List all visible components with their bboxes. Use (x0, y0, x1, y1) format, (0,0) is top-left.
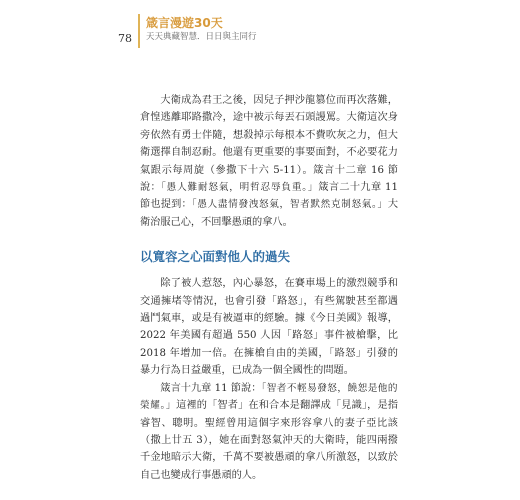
paragraph-3-text-a: 箴言十九章 11 節說： (160, 382, 262, 394)
header-subtitle: 天天典藏智慧．日日與主同行 (146, 32, 257, 42)
page-number: 78 (118, 32, 132, 45)
paragraph-3-text-b: 這裡的「智者」在和合本是翻譯成「見識」，是指睿智、聰明。聖經曾用這個字來形容拿八的妻子亞比該（撒上廿五 3），她在面對怒氣沖天的大衛時，能四兩撥千金地暗示大衛，千萬不要被愚頑的拿八所激怒，以致於自己也變成行事愚頑的人。 (140, 400, 398, 481)
series-title: 箴言漫遊30天 (146, 16, 223, 30)
proverb-quote-3: 「智者不輕易發怒，饒恕是他的榮耀。」 (140, 382, 398, 412)
header-divider (138, 14, 140, 48)
paragraph-2: 除了被人惹怒，內心暴怒，在賽車場上的激烈競爭和交通擁堵等情況，也會引發「路怒」，有些駕駛甚至都遇過鬥氣車，或是有被逼車的經驗。據《今日美國》報導，2022 年美國有超過 550 人因「路怒」事件被槍擊，比 2018 年增加一倍。在擁槍自由的美國，「路怒」引發的暴力行為日益嚴重，已成為一個全國性的問題。 (140, 278, 398, 377)
paragraph-1-text-c: 大衛治服己心，不回擊愚頑的拿八。 (140, 199, 398, 228)
section-heading: 以寬容之心面對他人的過失 (140, 249, 291, 265)
paragraph-3 (140, 380, 398, 484)
paragraph-1-text-a: 大衛成為君王之後，因兒子押沙龍篡位而再次落難，倉惶逃離耶路撒冷，途中被示每丟石頭謾罵。大衛這次身旁依然有勇士伴隨，想殺掉示每根本不費吹灰之力，但大衛選擇自制忍耐。他還有更重要的事要面對，不必要花力氣跟示每周旋（參撒下十六 5-11）。箴言十二章 16 節說： (140, 95, 398, 194)
paragraph-1 (140, 92, 398, 231)
paragraph-1-text-b: 箴言二十九章 11 節也提到： (140, 182, 399, 211)
body-text (140, 92, 398, 484)
proverb-quote-1: 「愚人難耐怒氣，明哲忍辱負重。」 (161, 182, 319, 194)
proverb-quote-2: 「愚人盡情發洩怒氣，智者默然克制怒氣。」 (191, 199, 388, 211)
